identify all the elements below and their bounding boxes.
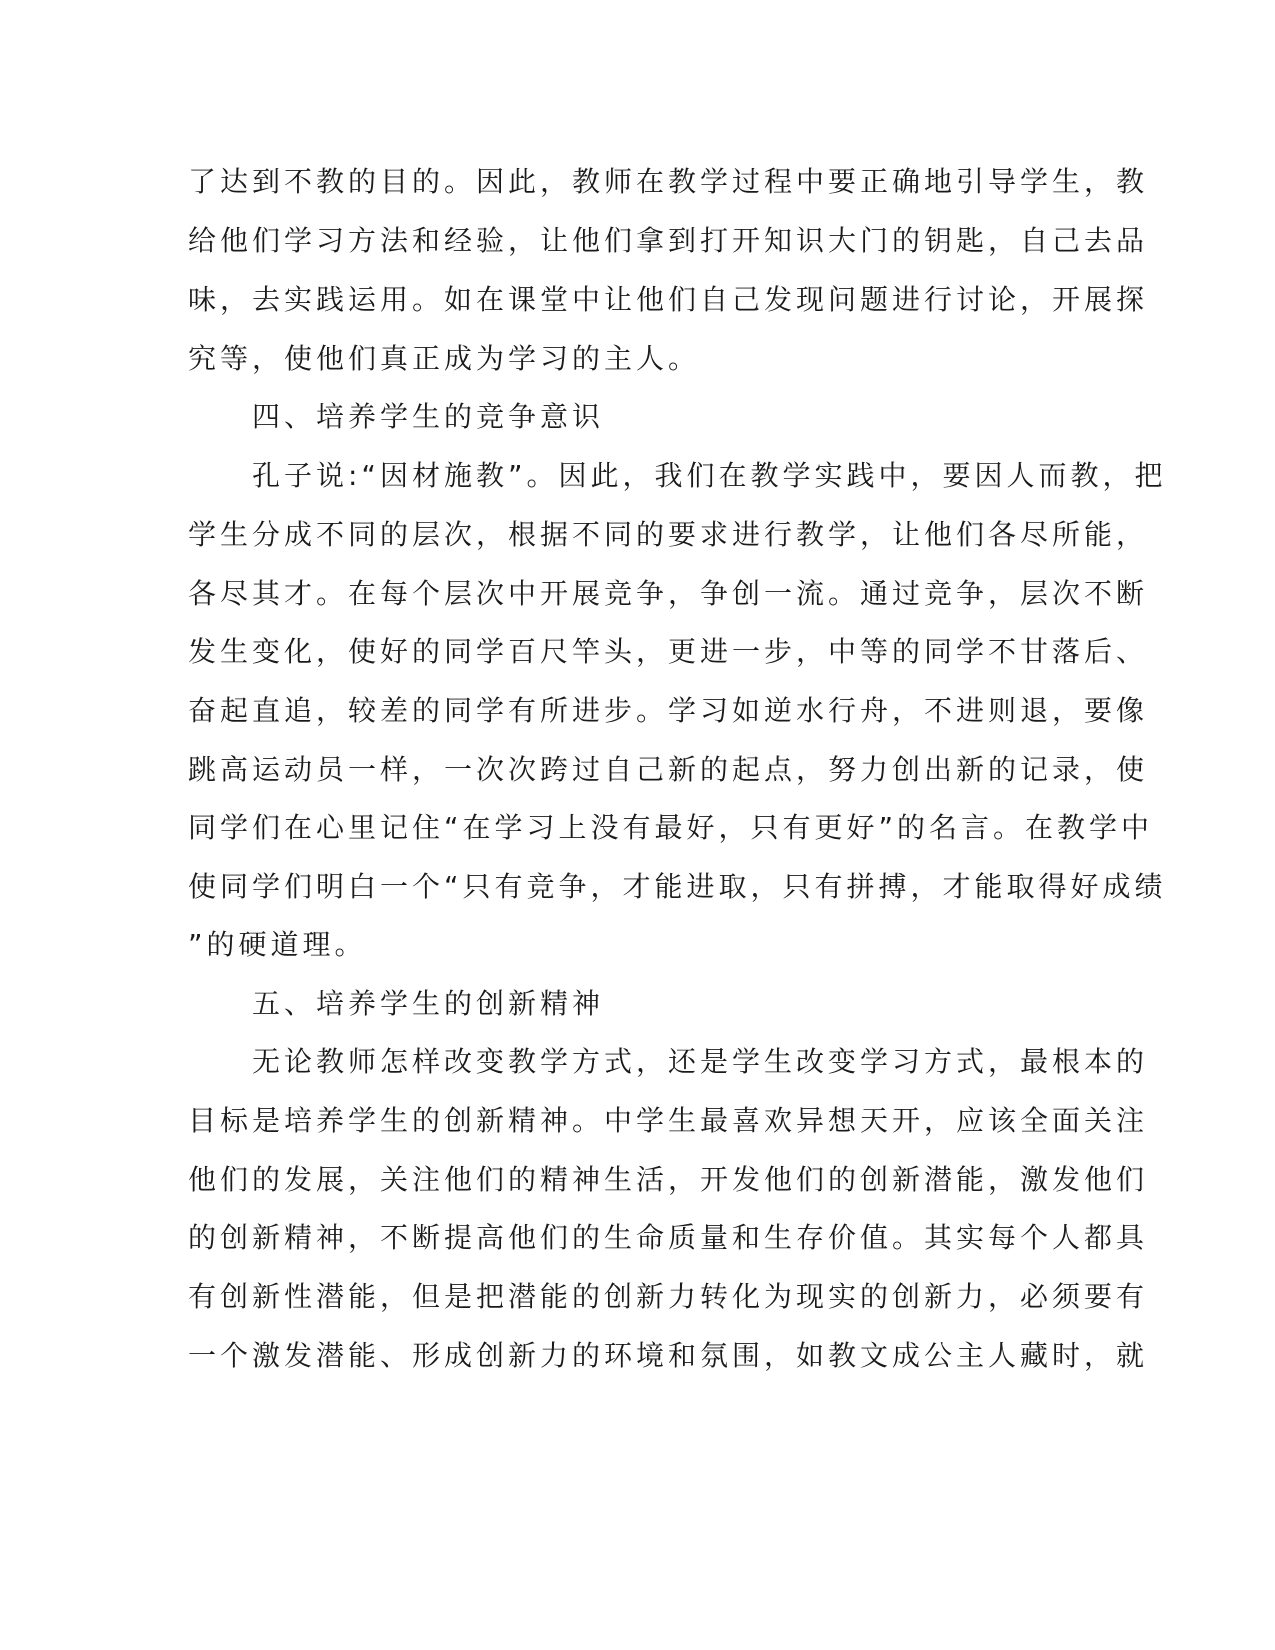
text-line: 了达到不教的目的。因此，教师在教学过程中要正确地引导学生，教 — [188, 165, 1149, 198]
text-line: 孔子说:“因材施教”。因此，我们在教学实践中，要因人而教，把 — [252, 459, 1167, 492]
text-line: 究等，使他们真正成为学习的主人。 — [188, 342, 701, 375]
text-line: 味，去实践运用。如在课堂中让他们自己发现问题进行讨论，开展探 — [188, 283, 1149, 316]
text-line: 跳高运动员一样，一次次跨过自己新的起点，努力创出新的记录，使 — [188, 753, 1149, 786]
text-line: 各尽其才。在每个层次中开展竞争，争创一流。通过竞争，层次不断 — [188, 577, 1149, 610]
text-line: ”的硬道理。 — [188, 928, 367, 961]
section-heading: 五、培养学生的创新精神 — [252, 987, 605, 1020]
text-line: 奋起直追，较差的同学有所进步。学习如逆水行舟，不进则退，要像 — [188, 694, 1149, 727]
text-line: 他们的发展，关注他们的精神生活，开发他们的创新潜能，激发他们 — [188, 1163, 1149, 1196]
text-line: 一个激发潜能、形成创新力的环境和氛围，如教文成公主人藏时，就 — [188, 1339, 1149, 1372]
section-heading: 四、培养学生的竞争意识 — [252, 400, 605, 433]
text-line: 同学们在心里记住“在学习上没有最好，只有更好”的名言。在教学中 — [188, 811, 1154, 844]
text-line: 学生分成不同的层次，根据不同的要求进行教学，让他们各尽所能， — [188, 518, 1149, 551]
text-line: 给他们学习方法和经验，让他们拿到打开知识大门的钥匙，自己去品 — [188, 224, 1149, 257]
text-line: 目标是培养学生的创新精神。中学生最喜欢异想天开，应该全面关注 — [188, 1104, 1149, 1137]
text-line: 有创新性潜能，但是把潜能的创新力转化为现实的创新力，必须要有 — [188, 1280, 1149, 1313]
text-line: 无论教师怎样改变教学方式，还是学生改变学习方式，最根本的 — [252, 1045, 1149, 1078]
text-line: 的创新精神，不断提高他们的生命质量和生存价值。其实每个人都具 — [188, 1221, 1149, 1254]
text-line: 发生变化，使好的同学百尺竿头，更进一步，中等的同学不甘落后、 — [188, 635, 1149, 668]
text-line: 使同学们明白一个“只有竞争，才能进取，只有拼搏，才能取得好成绩 — [188, 870, 1167, 903]
